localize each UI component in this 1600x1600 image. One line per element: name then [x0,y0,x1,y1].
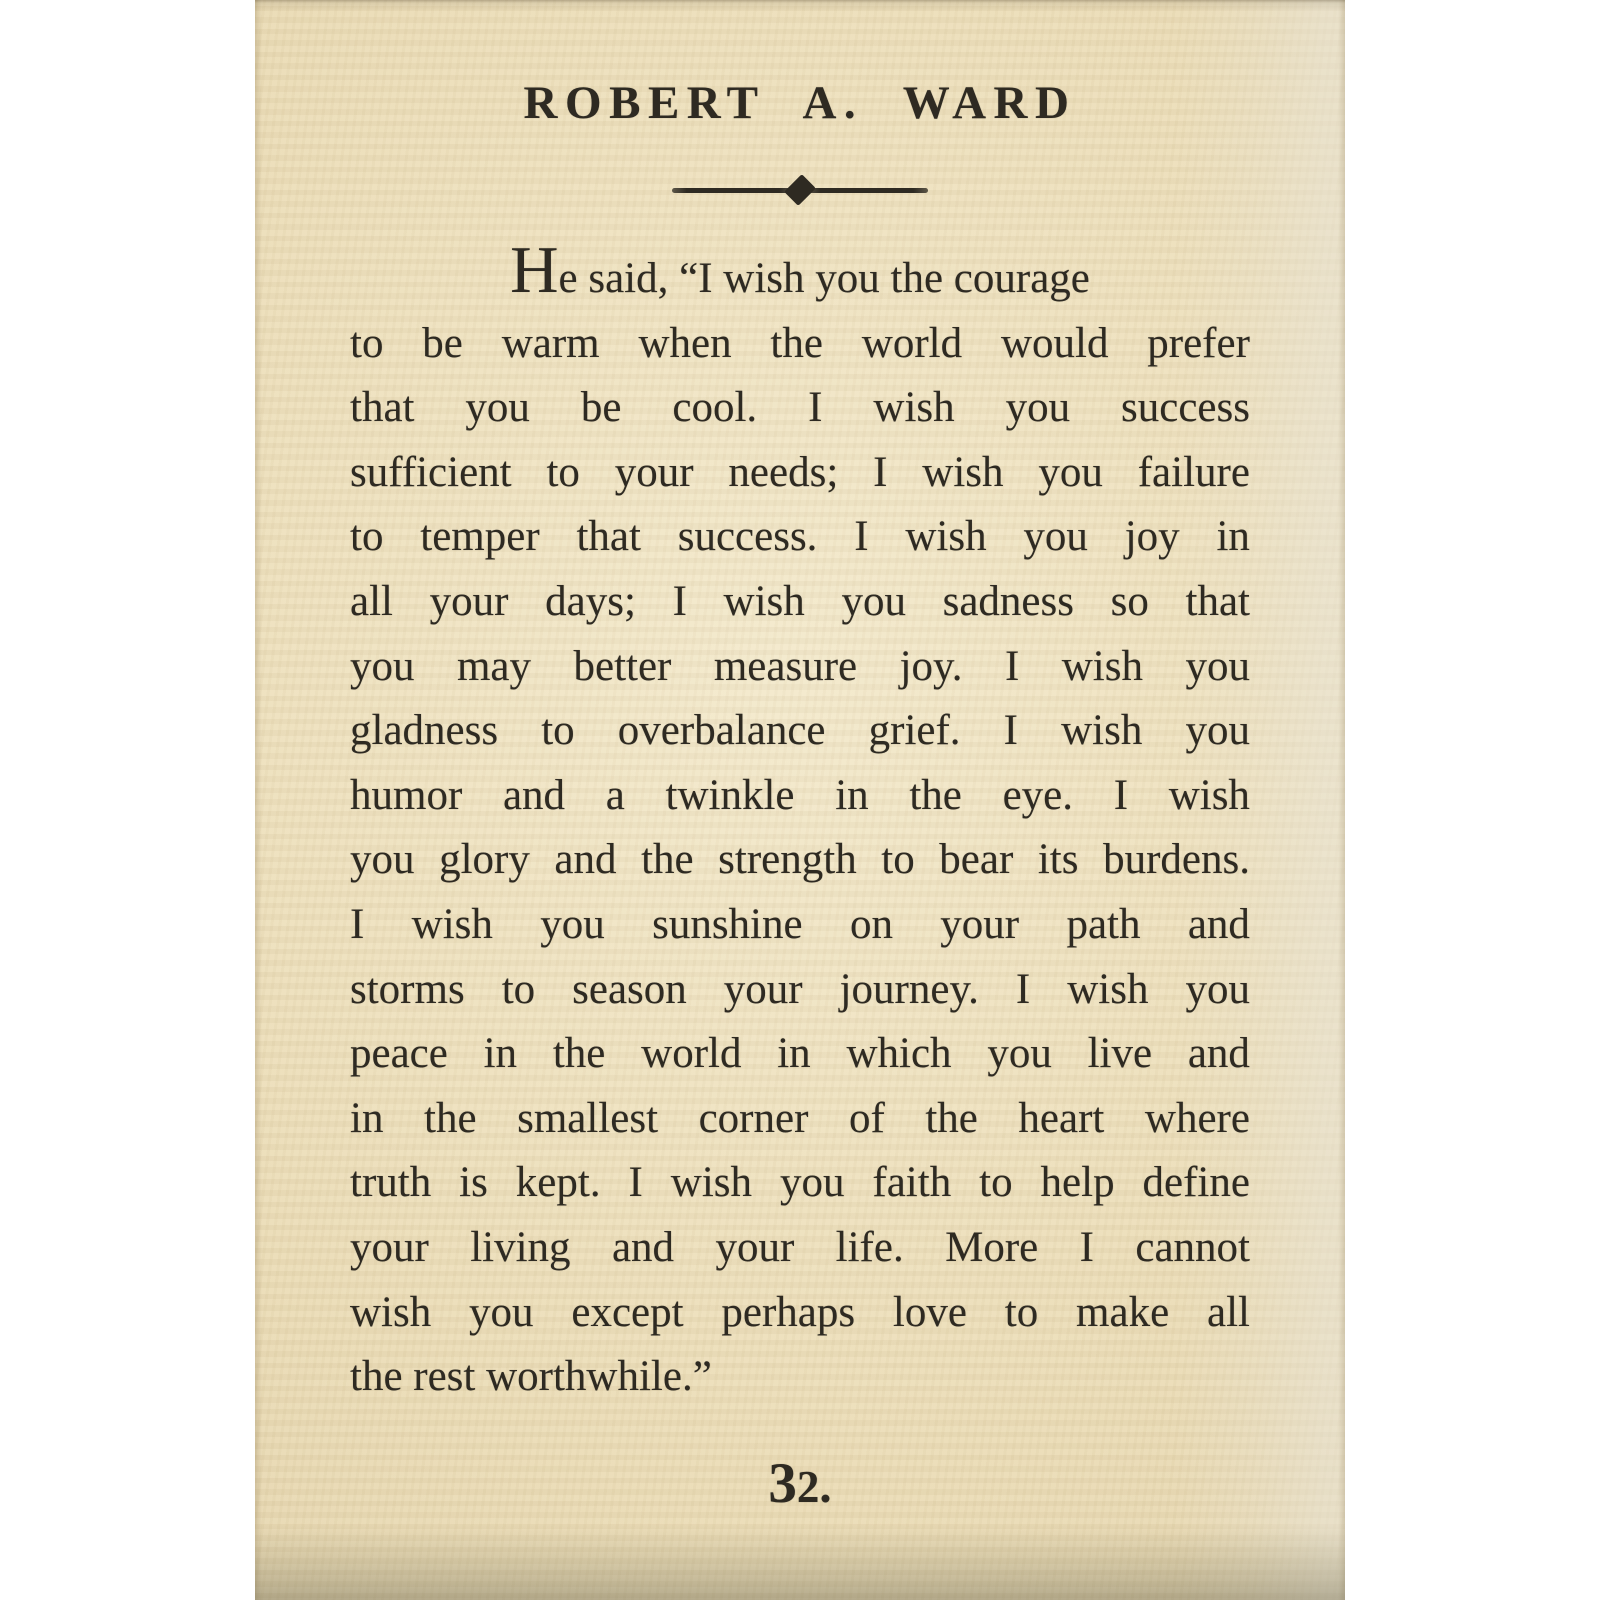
quote-word: you [987,1030,1052,1078]
quote-word: I [1079,1223,1094,1271]
quote-line [350,570,1250,635]
quote-word: its [1037,836,1079,884]
quote-word: better [573,642,672,690]
quote-word: storms [350,965,465,1013]
quote-word: you [779,1159,845,1207]
quote-word: failure [1137,448,1250,496]
quote-word: of [848,1094,885,1142]
quote-word: your [715,1223,795,1271]
quote-word: wish [905,513,987,561]
quote-word: I [1015,965,1031,1013]
initial-cap: H [510,233,559,307]
quote-word: your [350,1223,429,1271]
quote-word: you [350,642,415,690]
quote-word: your [429,577,509,625]
quote-word: you [1005,384,1071,432]
quote-word: days; [545,577,636,625]
quote-word: life. [835,1223,904,1271]
quote-word: kept. [515,1159,601,1207]
quote-line [350,828,1250,893]
quote-line [350,893,1250,958]
quote-word: wish [1061,642,1143,690]
quote-word: to [350,319,384,367]
quote-word: needs; [728,448,839,496]
book-page-print [255,0,1345,1600]
quote-word: except [571,1288,684,1336]
quote-word: and [502,771,566,819]
quote-word: your [723,965,803,1013]
quote-word: the [925,1094,978,1142]
quote-word: the [552,1030,606,1078]
quote-word: to [541,707,575,755]
quote-word: sunshine [652,900,803,948]
quote-block [350,233,1250,1410]
quote-word: to [546,448,580,496]
quote-word: you [1185,707,1250,755]
quote-closing-line: the rest worthwhile.” [350,1353,712,1401]
quote-word: humor [350,771,463,819]
quote-word: heart [1018,1094,1105,1142]
quote-word: joy. [899,642,963,690]
quote-word: I [1113,771,1129,819]
quote-word: all [350,577,393,625]
quote-word: that [576,513,641,561]
quote-word: path [1066,900,1141,948]
quote-word: the [909,771,962,819]
quote-line [350,505,1250,570]
quote-word: wish [1061,707,1143,755]
quote-word: measure [713,642,858,690]
quote-line [350,635,1250,700]
quote-word: in [777,1030,811,1078]
quote-word: world [641,1030,742,1078]
quote-word: wish [411,900,493,948]
quote-word: that [1185,577,1250,625]
quote-word: perhaps [721,1288,856,1336]
quote-word: and [1187,900,1250,948]
quote-word: you [1185,965,1250,1013]
quote-line [350,1022,1250,1087]
quote-word: you [841,577,906,625]
quote-word: sadness [942,577,1074,625]
opening-line-text: e said, “I wish you the courage [558,255,1090,302]
quote-word: corner [698,1094,809,1142]
quote-word: in [835,771,869,819]
quote-word: truth [350,1159,432,1207]
quote-word: and [1187,1030,1250,1078]
divider-left-rule [672,188,794,193]
quote-word: help [1040,1159,1115,1207]
quote-line [350,1281,1250,1346]
quote-word: wish [350,1288,432,1336]
quote-word: to [881,836,915,884]
page-number-period: . [819,1458,832,1513]
quote-word: you [465,384,530,432]
quote-word: smallest [517,1094,659,1142]
quote-word: and [554,836,617,884]
quote-word: cool. [672,384,758,432]
quote-line [350,312,1250,377]
quote-word: I [672,577,687,625]
quote-word: in [350,1094,384,1142]
quote-word: be [422,319,463,367]
quote-word: cannot [1135,1223,1250,1271]
quote-line [350,376,1250,441]
quote-word: eye. [1002,771,1073,819]
quote-word: is [459,1159,488,1207]
quote-word: wish [670,1159,753,1207]
quote-line [350,441,1250,506]
quote-word: that [350,384,415,432]
quote-word: would [1000,319,1109,367]
quote-word: journey. [839,965,979,1013]
quote-word: be [580,384,622,432]
quote-word: prefer [1147,319,1250,367]
quote-word: warm [501,319,600,367]
diamond-icon [784,174,816,206]
quote-line [350,1087,1250,1152]
quote-word: wish [1067,965,1149,1013]
quote-word: the [770,319,823,367]
quote-word: in [1216,513,1250,561]
quote-word: I [350,900,365,948]
quote-word: glory [439,836,530,884]
divider-right-rule [806,188,928,193]
quote-word: I [628,1159,643,1207]
quote-word: a [605,771,625,819]
quote-word: wish [1168,771,1250,819]
quote-word: strength [718,836,857,884]
quote-line [350,699,1250,764]
quote-word: wish [922,448,1004,496]
quote-word: temper [420,513,540,561]
quote-word: on [849,900,893,948]
quote-word: the [641,836,694,884]
quote-word: I [873,448,888,496]
quote-word: to [1004,1288,1039,1336]
quote-word: and [611,1223,675,1271]
quote-word: you [1185,642,1250,690]
quote-word: you [1038,448,1103,496]
quote-word: define [1142,1159,1250,1207]
quote-word: your [940,900,1020,948]
quote-word: I [808,384,823,432]
quote-word: love [892,1288,967,1336]
quote-word: wish [723,577,805,625]
quote-word: live [1087,1030,1153,1078]
quote-word: bear [939,836,1014,884]
quote-word: you [350,836,415,884]
quote-word: to [979,1159,1013,1207]
quote-word: world [861,319,963,367]
quote-word: where [1144,1094,1250,1142]
quote-word: to [501,965,536,1013]
quote-word: peace [350,1030,448,1078]
quote-word: may [456,642,532,690]
author-title: ROBERT A. WARD [523,77,1077,129]
quote-word: which [846,1030,952,1078]
page-number [255,1452,1345,1530]
ornamental-divider [255,168,1345,212]
quote-word: gladness [350,707,499,755]
quote-word: overbalance [617,707,826,755]
quote-word: faith [872,1159,952,1207]
quote-word: you [1023,513,1088,561]
quote-line [350,1216,1250,1281]
quote-line [350,764,1250,829]
page-number-digit-large: 3 [768,1452,797,1515]
quote-word: success. [677,513,818,561]
quote-word: in [483,1030,518,1078]
quote-word: when [638,319,732,367]
quote-word: More [945,1223,1039,1271]
quote-word: living [470,1223,571,1271]
quote-word: twinkle [665,771,795,819]
quote-word: grief. [868,707,961,755]
quote-line [350,1151,1250,1216]
quote-word: all [1206,1288,1250,1336]
quote-word: your [614,448,694,496]
quote-word: so [1110,577,1149,625]
quote-word: I [1004,642,1020,690]
quote-word: to [350,513,384,561]
quote-word: wish [873,384,955,432]
quote-word: make [1076,1288,1170,1336]
quote-word: I [1003,707,1018,755]
quote-word: you [469,1288,534,1336]
quote-word: season [572,965,687,1013]
quote-word: you [540,900,605,948]
quote-opening-line [350,233,1250,312]
quote-word: sufficient [350,448,512,496]
quote-line [350,958,1250,1023]
quote-word: success [1121,384,1250,432]
quote-word: joy [1124,513,1180,561]
quote-justified-lines [350,312,1250,1346]
page-number-digit-small: 2 [796,1462,820,1512]
quote-word: burdens. [1103,836,1250,884]
quote-word: I [854,513,869,561]
quote-word: the [424,1094,477,1142]
